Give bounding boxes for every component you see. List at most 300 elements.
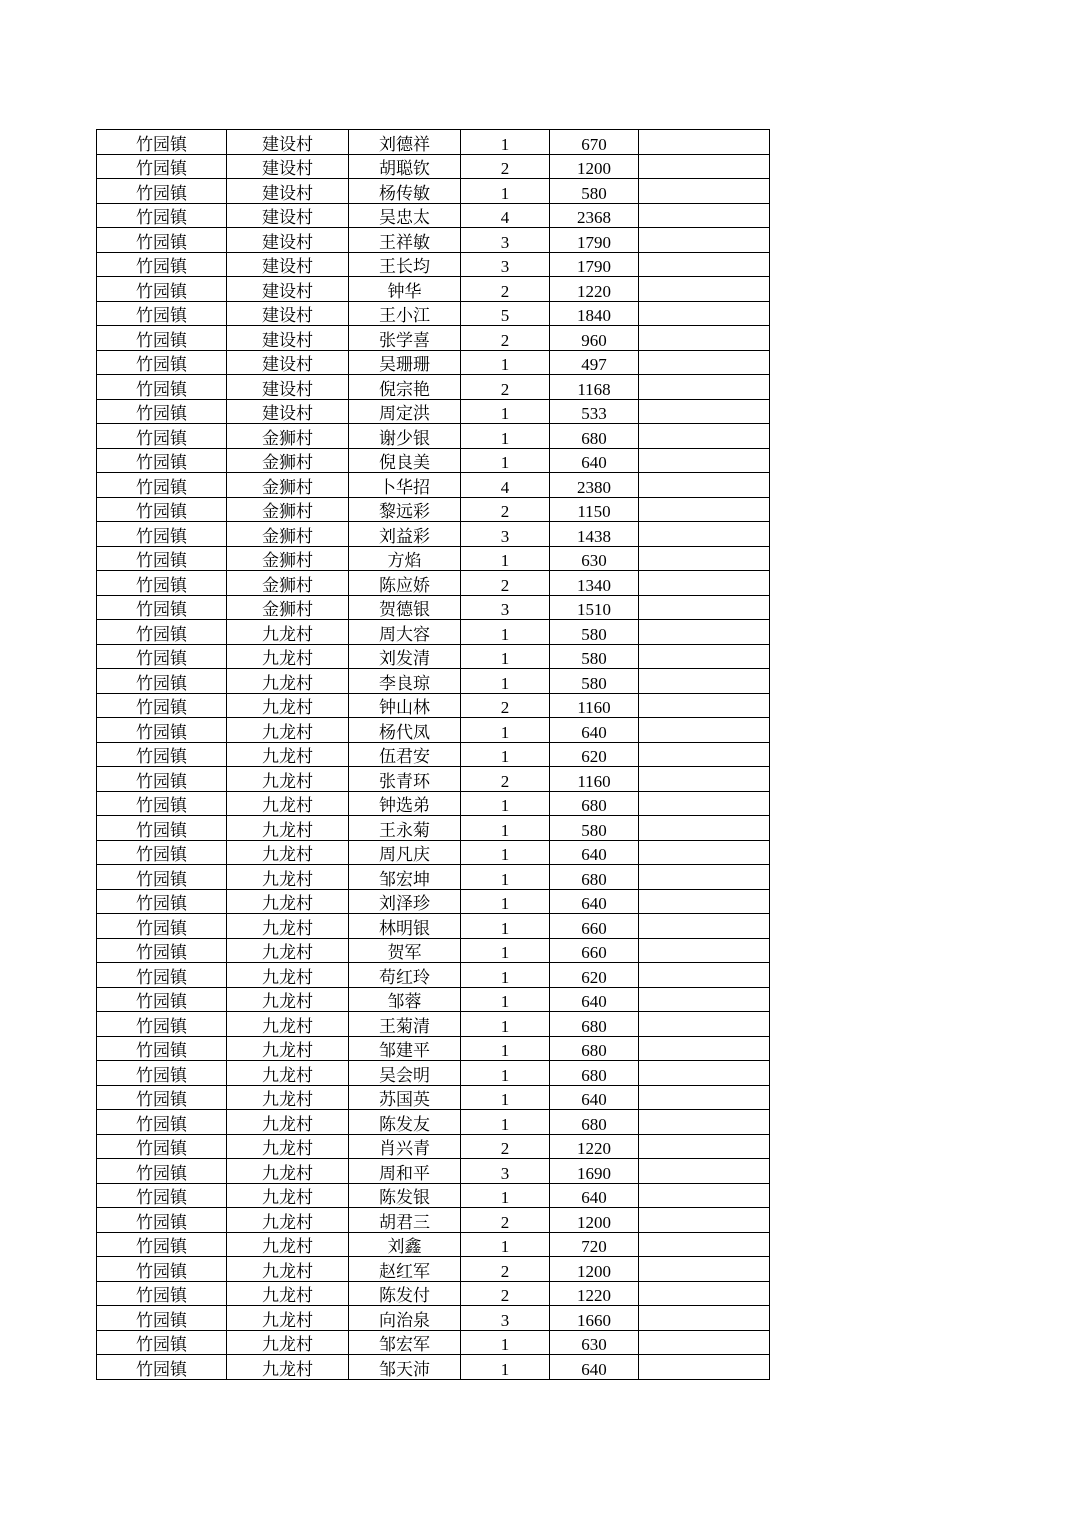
- name-cell: 邹宏军: [349, 1330, 461, 1355]
- remark-cell: [639, 1012, 770, 1037]
- town-cell: 竹园镇: [97, 1208, 227, 1233]
- household-size-cell: 1: [461, 840, 550, 865]
- town-cell: 竹园镇: [97, 228, 227, 253]
- town-cell: 竹园镇: [97, 1257, 227, 1282]
- table-row: [97, 1012, 770, 1037]
- amount-cell: 680: [550, 424, 639, 449]
- table-row: [97, 644, 770, 669]
- table-row: [97, 1159, 770, 1184]
- village-cell: 九龙村: [227, 963, 349, 988]
- household-size-cell: 1: [461, 1183, 550, 1208]
- village-cell: 金狮村: [227, 595, 349, 620]
- name-cell: 贺军: [349, 938, 461, 963]
- amount-cell: 640: [550, 840, 639, 865]
- remark-cell: [639, 840, 770, 865]
- amount-cell: 680: [550, 1012, 639, 1037]
- table-row: [97, 1110, 770, 1135]
- town-cell: 竹园镇: [97, 179, 227, 204]
- table-row: [97, 203, 770, 228]
- name-cell: 倪良美: [349, 448, 461, 473]
- table-row: [97, 1330, 770, 1355]
- village-cell: 建设村: [227, 252, 349, 277]
- table-row: [97, 1061, 770, 1086]
- household-size-cell: 1: [461, 620, 550, 645]
- amount-cell: 580: [550, 816, 639, 841]
- amount-cell: 660: [550, 938, 639, 963]
- remark-cell: [639, 669, 770, 694]
- name-cell: 胡聪钦: [349, 154, 461, 179]
- table-row: [97, 1355, 770, 1380]
- remark-cell: [639, 1085, 770, 1110]
- town-cell: 竹园镇: [97, 791, 227, 816]
- remark-cell: [639, 889, 770, 914]
- town-cell: 竹园镇: [97, 522, 227, 547]
- town-cell: 竹园镇: [97, 1183, 227, 1208]
- table-row: [97, 767, 770, 792]
- name-cell: 卜华招: [349, 473, 461, 498]
- name-cell: 邹蓉: [349, 987, 461, 1012]
- village-cell: 九龙村: [227, 1085, 349, 1110]
- village-cell: 金狮村: [227, 424, 349, 449]
- household-size-cell: 1: [461, 448, 550, 473]
- town-cell: 竹园镇: [97, 350, 227, 375]
- household-size-cell: 1: [461, 987, 550, 1012]
- table-row: [97, 1208, 770, 1233]
- remark-cell: [639, 1355, 770, 1380]
- table-row: [97, 938, 770, 963]
- village-cell: 九龙村: [227, 938, 349, 963]
- remark-cell: [639, 1306, 770, 1331]
- table-row: [97, 1232, 770, 1257]
- amount-cell: 1790: [550, 228, 639, 253]
- town-cell: 竹园镇: [97, 987, 227, 1012]
- remark-cell: [639, 963, 770, 988]
- household-size-cell: 2: [461, 1257, 550, 1282]
- household-size-cell: 1: [461, 791, 550, 816]
- name-cell: 钟选弟: [349, 791, 461, 816]
- name-cell: 周大容: [349, 620, 461, 645]
- household-size-cell: 2: [461, 326, 550, 351]
- household-size-cell: 1: [461, 546, 550, 571]
- town-cell: 竹园镇: [97, 1281, 227, 1306]
- name-cell: 赵红军: [349, 1257, 461, 1282]
- town-cell: 竹园镇: [97, 1330, 227, 1355]
- household-size-cell: 1: [461, 644, 550, 669]
- household-size-cell: 1: [461, 914, 550, 939]
- town-cell: 竹园镇: [97, 473, 227, 498]
- town-cell: 竹园镇: [97, 742, 227, 767]
- remark-cell: [639, 987, 770, 1012]
- village-cell: 金狮村: [227, 522, 349, 547]
- remark-cell: [639, 620, 770, 645]
- name-cell: 王小江: [349, 301, 461, 326]
- town-cell: 竹园镇: [97, 154, 227, 179]
- table-row: [97, 228, 770, 253]
- amount-cell: 640: [550, 889, 639, 914]
- table-row: [97, 522, 770, 547]
- household-size-cell: 1: [461, 1012, 550, 1037]
- name-cell: 倪宗艳: [349, 375, 461, 400]
- name-cell: 刘发清: [349, 644, 461, 669]
- household-size-cell: 1: [461, 424, 550, 449]
- remark-cell: [639, 179, 770, 204]
- village-cell: 建设村: [227, 179, 349, 204]
- remark-cell: [639, 1061, 770, 1086]
- village-cell: 九龙村: [227, 1036, 349, 1061]
- village-cell: 九龙村: [227, 1012, 349, 1037]
- data-table: [96, 129, 770, 1380]
- table-row: [97, 595, 770, 620]
- household-size-cell: 2: [461, 1134, 550, 1159]
- village-cell: 九龙村: [227, 914, 349, 939]
- village-cell: 九龙村: [227, 669, 349, 694]
- amount-cell: 680: [550, 791, 639, 816]
- village-cell: 九龙村: [227, 889, 349, 914]
- name-cell: 刘泽珍: [349, 889, 461, 914]
- amount-cell: 1168: [550, 375, 639, 400]
- remark-cell: [639, 1183, 770, 1208]
- table-row: [97, 130, 770, 155]
- town-cell: 竹园镇: [97, 963, 227, 988]
- town-cell: 竹园镇: [97, 203, 227, 228]
- remark-cell: [639, 277, 770, 302]
- town-cell: 竹园镇: [97, 1134, 227, 1159]
- town-cell: 竹园镇: [97, 669, 227, 694]
- table-row: [97, 889, 770, 914]
- town-cell: 竹园镇: [97, 889, 227, 914]
- name-cell: 杨代凤: [349, 718, 461, 743]
- town-cell: 竹园镇: [97, 1306, 227, 1331]
- household-size-cell: 1: [461, 1036, 550, 1061]
- town-cell: 竹园镇: [97, 375, 227, 400]
- name-cell: 苏国英: [349, 1085, 461, 1110]
- remark-cell: [639, 767, 770, 792]
- household-size-cell: 1: [461, 816, 550, 841]
- table-body: [97, 130, 770, 1380]
- household-size-cell: 2: [461, 571, 550, 596]
- table-row: [97, 277, 770, 302]
- name-cell: 王祥敏: [349, 228, 461, 253]
- amount-cell: 1340: [550, 571, 639, 596]
- remark-cell: [639, 497, 770, 522]
- household-size-cell: 2: [461, 767, 550, 792]
- table-row: [97, 742, 770, 767]
- remark-cell: [639, 473, 770, 498]
- town-cell: 竹园镇: [97, 1159, 227, 1184]
- village-cell: 建设村: [227, 399, 349, 424]
- amount-cell: 720: [550, 1232, 639, 1257]
- town-cell: 竹园镇: [97, 326, 227, 351]
- name-cell: 邹天沛: [349, 1355, 461, 1380]
- household-size-cell: 1: [461, 938, 550, 963]
- remark-cell: [639, 1232, 770, 1257]
- household-size-cell: 4: [461, 203, 550, 228]
- household-size-cell: 3: [461, 595, 550, 620]
- table-row: [97, 179, 770, 204]
- amount-cell: 1220: [550, 277, 639, 302]
- name-cell: 李良琼: [349, 669, 461, 694]
- household-size-cell: 2: [461, 375, 550, 400]
- table-row: [97, 497, 770, 522]
- village-cell: 九龙村: [227, 791, 349, 816]
- village-cell: 九龙村: [227, 1159, 349, 1184]
- village-cell: 建设村: [227, 228, 349, 253]
- amount-cell: 1220: [550, 1134, 639, 1159]
- table-row: [97, 571, 770, 596]
- village-cell: 九龙村: [227, 1306, 349, 1331]
- amount-cell: 680: [550, 1110, 639, 1135]
- table-row: [97, 546, 770, 571]
- village-cell: 九龙村: [227, 1257, 349, 1282]
- household-size-cell: 2: [461, 497, 550, 522]
- town-cell: 竹园镇: [97, 130, 227, 155]
- name-cell: 周定洪: [349, 399, 461, 424]
- table-row: [97, 448, 770, 473]
- household-size-cell: 1: [461, 1330, 550, 1355]
- remark-cell: [639, 865, 770, 890]
- remark-cell: [639, 350, 770, 375]
- household-size-cell: 1: [461, 399, 550, 424]
- household-size-cell: 1: [461, 350, 550, 375]
- amount-cell: 1160: [550, 767, 639, 792]
- remark-cell: [639, 595, 770, 620]
- table-row: [97, 1306, 770, 1331]
- remark-cell: [639, 816, 770, 841]
- name-cell: 苟红玲: [349, 963, 461, 988]
- table-row: [97, 840, 770, 865]
- amount-cell: 580: [550, 644, 639, 669]
- name-cell: 周和平: [349, 1159, 461, 1184]
- village-cell: 九龙村: [227, 1208, 349, 1233]
- village-cell: 金狮村: [227, 571, 349, 596]
- town-cell: 竹园镇: [97, 252, 227, 277]
- town-cell: 竹园镇: [97, 620, 227, 645]
- town-cell: 竹园镇: [97, 840, 227, 865]
- name-cell: 吴忠太: [349, 203, 461, 228]
- amount-cell: 1200: [550, 1257, 639, 1282]
- town-cell: 竹园镇: [97, 1110, 227, 1135]
- village-cell: 金狮村: [227, 546, 349, 571]
- table-row: [97, 693, 770, 718]
- amount-cell: 1150: [550, 497, 639, 522]
- remark-cell: [639, 1134, 770, 1159]
- name-cell: 张学喜: [349, 326, 461, 351]
- table-row: [97, 963, 770, 988]
- town-cell: 竹园镇: [97, 1232, 227, 1257]
- household-size-cell: 1: [461, 889, 550, 914]
- household-size-cell: 1: [461, 742, 550, 767]
- table-row: [97, 620, 770, 645]
- town-cell: 竹园镇: [97, 865, 227, 890]
- village-cell: 金狮村: [227, 473, 349, 498]
- household-size-cell: 2: [461, 693, 550, 718]
- village-cell: 建设村: [227, 154, 349, 179]
- table-row: [97, 424, 770, 449]
- amount-cell: 1790: [550, 252, 639, 277]
- town-cell: 竹园镇: [97, 1061, 227, 1086]
- town-cell: 竹园镇: [97, 424, 227, 449]
- remark-cell: [639, 914, 770, 939]
- remark-cell: [639, 154, 770, 179]
- name-cell: 胡君三: [349, 1208, 461, 1233]
- amount-cell: 960: [550, 326, 639, 351]
- town-cell: 竹园镇: [97, 718, 227, 743]
- remark-cell: [639, 1208, 770, 1233]
- village-cell: 九龙村: [227, 1061, 349, 1086]
- remark-cell: [639, 644, 770, 669]
- town-cell: 竹园镇: [97, 816, 227, 841]
- remark-cell: [639, 1257, 770, 1282]
- amount-cell: 533: [550, 399, 639, 424]
- town-cell: 竹园镇: [97, 301, 227, 326]
- remark-cell: [639, 718, 770, 743]
- household-size-cell: 2: [461, 1281, 550, 1306]
- remark-cell: [639, 375, 770, 400]
- table-row: [97, 473, 770, 498]
- household-size-cell: 1: [461, 1085, 550, 1110]
- table-row: [97, 987, 770, 1012]
- remark-cell: [639, 522, 770, 547]
- household-size-cell: 1: [461, 179, 550, 204]
- amount-cell: 620: [550, 963, 639, 988]
- amount-cell: 620: [550, 742, 639, 767]
- village-cell: 建设村: [227, 375, 349, 400]
- table-row: [97, 816, 770, 841]
- remark-cell: [639, 424, 770, 449]
- amount-cell: 1220: [550, 1281, 639, 1306]
- name-cell: 陈应娇: [349, 571, 461, 596]
- household-size-cell: 1: [461, 1061, 550, 1086]
- table-row: [97, 718, 770, 743]
- table-row: [97, 326, 770, 351]
- household-size-cell: 2: [461, 1208, 550, 1233]
- amount-cell: 1438: [550, 522, 639, 547]
- village-cell: 九龙村: [227, 644, 349, 669]
- town-cell: 竹园镇: [97, 1012, 227, 1037]
- name-cell: 向治泉: [349, 1306, 461, 1331]
- household-size-cell: 3: [461, 522, 550, 547]
- town-cell: 竹园镇: [97, 693, 227, 718]
- table-row: [97, 1257, 770, 1282]
- household-size-cell: 3: [461, 252, 550, 277]
- town-cell: 竹园镇: [97, 644, 227, 669]
- name-cell: 王菊清: [349, 1012, 461, 1037]
- name-cell: 王长均: [349, 252, 461, 277]
- table-row: [97, 791, 770, 816]
- table-row: [97, 865, 770, 890]
- remark-cell: [639, 742, 770, 767]
- town-cell: 竹园镇: [97, 938, 227, 963]
- table-row: [97, 1085, 770, 1110]
- household-size-cell: 1: [461, 1110, 550, 1135]
- remark-cell: [639, 326, 770, 351]
- amount-cell: 1840: [550, 301, 639, 326]
- town-cell: 竹园镇: [97, 1355, 227, 1380]
- amount-cell: 670: [550, 130, 639, 155]
- amount-cell: 660: [550, 914, 639, 939]
- table-row: [97, 301, 770, 326]
- name-cell: 杨传敏: [349, 179, 461, 204]
- amount-cell: 680: [550, 865, 639, 890]
- name-cell: 肖兴青: [349, 1134, 461, 1159]
- remark-cell: [639, 1036, 770, 1061]
- amount-cell: 1690: [550, 1159, 639, 1184]
- remark-cell: [639, 1330, 770, 1355]
- amount-cell: 680: [550, 1036, 639, 1061]
- amount-cell: 1200: [550, 154, 639, 179]
- household-size-cell: 1: [461, 1232, 550, 1257]
- remark-cell: [639, 571, 770, 596]
- village-cell: 九龙村: [227, 718, 349, 743]
- town-cell: 竹园镇: [97, 448, 227, 473]
- household-size-cell: 1: [461, 718, 550, 743]
- town-cell: 竹园镇: [97, 1036, 227, 1061]
- household-size-cell: 1: [461, 130, 550, 155]
- village-cell: 九龙村: [227, 767, 349, 792]
- table-row: [97, 1183, 770, 1208]
- amount-cell: 1660: [550, 1306, 639, 1331]
- village-cell: 九龙村: [227, 987, 349, 1012]
- table-row: [97, 1281, 770, 1306]
- remark-cell: [639, 228, 770, 253]
- village-cell: 九龙村: [227, 620, 349, 645]
- town-cell: 竹园镇: [97, 914, 227, 939]
- village-cell: 九龙村: [227, 865, 349, 890]
- household-size-cell: 1: [461, 963, 550, 988]
- town-cell: 竹园镇: [97, 571, 227, 596]
- village-cell: 建设村: [227, 130, 349, 155]
- name-cell: 谢少银: [349, 424, 461, 449]
- household-size-cell: 2: [461, 154, 550, 179]
- remark-cell: [639, 1159, 770, 1184]
- amount-cell: 630: [550, 546, 639, 571]
- village-cell: 建设村: [227, 203, 349, 228]
- name-cell: 刘益彩: [349, 522, 461, 547]
- amount-cell: 640: [550, 718, 639, 743]
- amount-cell: 580: [550, 179, 639, 204]
- town-cell: 竹园镇: [97, 1085, 227, 1110]
- village-cell: 九龙村: [227, 1281, 349, 1306]
- town-cell: 竹园镇: [97, 595, 227, 620]
- amount-cell: 630: [550, 1330, 639, 1355]
- name-cell: 陈发友: [349, 1110, 461, 1135]
- name-cell: 钟山林: [349, 693, 461, 718]
- name-cell: 周凡庆: [349, 840, 461, 865]
- amount-cell: 640: [550, 448, 639, 473]
- amount-cell: 640: [550, 1183, 639, 1208]
- amount-cell: 680: [550, 1061, 639, 1086]
- remark-cell: [639, 791, 770, 816]
- remark-cell: [639, 1281, 770, 1306]
- amount-cell: 1200: [550, 1208, 639, 1233]
- name-cell: 王永菊: [349, 816, 461, 841]
- town-cell: 竹园镇: [97, 399, 227, 424]
- village-cell: 九龙村: [227, 840, 349, 865]
- table-row: [97, 350, 770, 375]
- remark-cell: [639, 203, 770, 228]
- household-size-cell: 1: [461, 865, 550, 890]
- amount-cell: 2380: [550, 473, 639, 498]
- village-cell: 九龙村: [227, 1110, 349, 1135]
- town-cell: 竹园镇: [97, 767, 227, 792]
- remark-cell: [639, 448, 770, 473]
- village-cell: 九龙村: [227, 1183, 349, 1208]
- name-cell: 伍君安: [349, 742, 461, 767]
- name-cell: 陈发银: [349, 1183, 461, 1208]
- amount-cell: 640: [550, 1085, 639, 1110]
- village-cell: 金狮村: [227, 448, 349, 473]
- table-row: [97, 669, 770, 694]
